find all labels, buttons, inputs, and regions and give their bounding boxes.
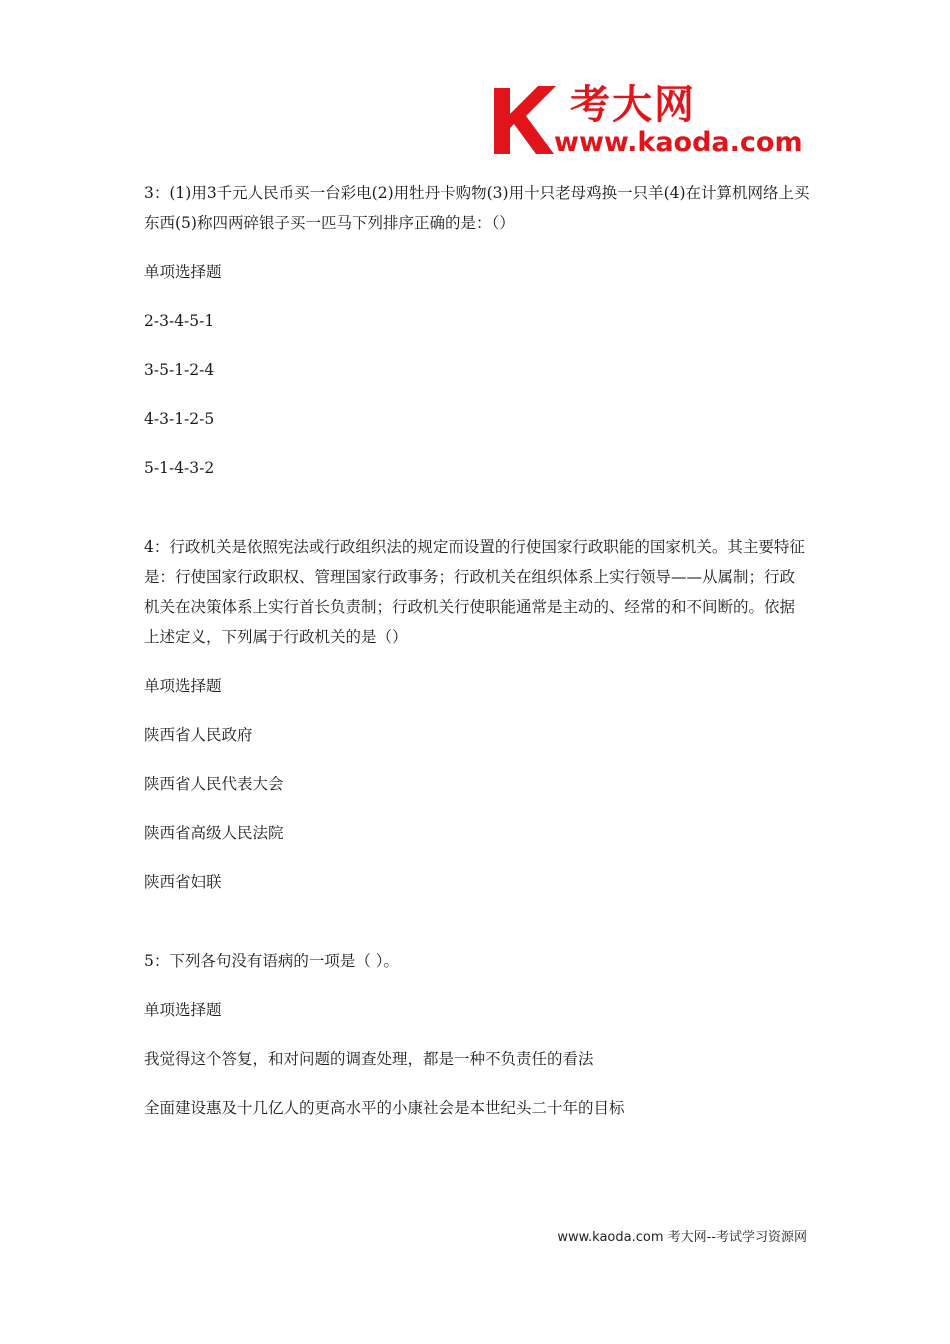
option-item: 2-3-4-5-1 (144, 312, 215, 330)
question-type: 单项选择题 (144, 263, 222, 281)
question-5 (144, 946, 810, 1123)
option-item: 陕西省高级人民法院 (144, 824, 284, 842)
option-item: 3-5-1-2-4 (144, 361, 215, 379)
question-text: 3：(1)用3千元人民币买一台彩电(2)用牡丹卡购物(3)用十只老母鸡换一只羊(4)在计算机网络上买东西(5)称四两碎银子买一匹马下列排序正确的是：（） (144, 184, 810, 232)
question-type: 单项选择题 (144, 1001, 222, 1019)
k-logo-icon (492, 84, 560, 156)
option-item: 4-3-1-2-5 (144, 410, 215, 428)
option-item: 5-1-4-3-2 (144, 459, 215, 477)
logo-brand-cn: 考大网 (570, 82, 696, 128)
option-item: 陕西省人民代表大会 (144, 775, 284, 793)
option-item: 全面建设惠及十几亿人的更高水平的小康社会是本世纪头二十年的目标 (144, 1099, 625, 1117)
question-spacer (144, 897, 810, 946)
option-item: 我觉得这个答复，和对问题的调查处理，都是一种不负责任的看法 (144, 1050, 594, 1068)
question-text: 5：下列各句没有语病的一项是（ ）。 (144, 952, 400, 970)
kaoda-logo (492, 82, 810, 160)
page-footer: www.kaoda.com 考大网--考试学习资源网 (557, 1230, 807, 1245)
question-3 (144, 178, 810, 483)
question-4 (144, 532, 810, 897)
option-item: 陕西省人民政府 (144, 726, 253, 744)
question-spacer (144, 483, 810, 532)
question-type: 单项选择题 (144, 677, 222, 695)
question-text: 4：行政机关是依照宪法或行政组织法的规定而设置的行使国家行政职能的国家机关。其主要特征是：行使国家行政职权、管理国家行政事务；行政机关在组织体系上实行领导——从属制；行政机关在决策体系上实行首长负责制；行政机关行使职能通常是主动的、经常的和不间断的。依据上述定义，下列属于行政机关的是（） (144, 538, 805, 646)
logo-brand-url: www.kaoda.com (554, 127, 803, 158)
option-item: 陕西省妇联 (144, 873, 222, 891)
document-content (144, 178, 810, 1123)
